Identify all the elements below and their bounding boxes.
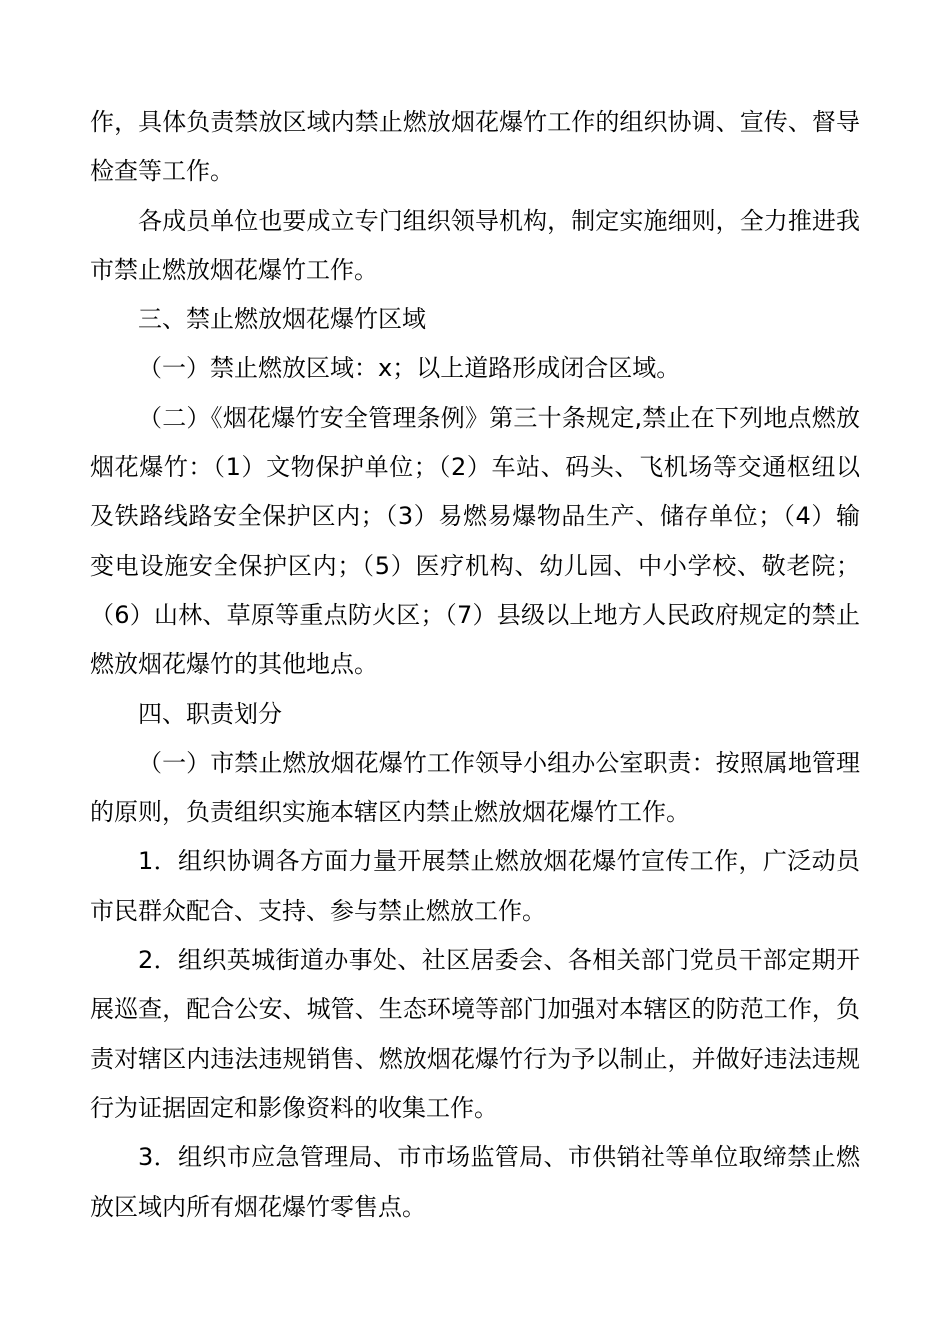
list-item-3: 3．组织市应急管理局、市市场监管局、市供销社等单位取缔禁止燃放区域内所有烟花爆竹零售点。 <box>90 1143 860 1221</box>
list-item-1: 1．组织协调各方面力量开展禁止燃放烟花爆竹宣传工作，广泛动员市民群众配合、支持、参与禁止燃放工作。 <box>90 847 860 925</box>
section-heading-prohibited-areas: 三、禁止燃放烟花爆竹区域 <box>138 305 426 334</box>
paragraph-member-units: 各成员单位也要成立专门组织领导机构，制定实施细则，全力推进我市禁止燃放烟花爆竹工作。 <box>90 206 860 284</box>
paragraph-office-duties: （一）市禁止燃放烟花爆竹工作领导小组办公室职责：按照属地管理的原则，负责组织实施本辖区内禁止燃放烟花爆竹工作。 <box>90 748 860 827</box>
section-heading-responsibilities: 四、职责划分 <box>138 699 282 728</box>
paragraph-regulation-article-30: （二）《烟花爆竹安全管理条例》第三十条规定,禁止在下列地点燃放烟花爆竹：（1）文物保护单位；（2）车站、码头、飞机场等交通枢纽以及铁路线路安全保护区内；（3）易燃易爆物品生产、储存单位；（4）输变电设施安全保护区内；（5）医疗机构、幼儿园、中小学校、敬老院；（6）山林、草原等重点防火区；（7）县级以上地方人民政府规定的禁止燃放烟花爆竹的其他地点。 <box>90 403 860 679</box>
paragraph-prohibited-zone: （一）禁止燃放区域：x；以上道路形成闭合区域。 <box>138 354 681 383</box>
list-item-2: 2．组织英城街道办事处、社区居委会、各相关部门党员干部定期开展巡查，配合公安、城管、生态环境等部门加强对本辖区的防范工作，负责对辖区内违法违规销售、燃放烟花爆竹行为予以制止，并做好违法违规行为证据固定和影像资料的收集工作。 <box>90 946 860 1122</box>
paragraph-duty-continuation: 作，具体负责禁放区域内禁止燃放烟花爆竹工作的组织协调、宣传、督导检查等工作。 <box>90 108 860 186</box>
document-page <box>90 98 860 1232</box>
